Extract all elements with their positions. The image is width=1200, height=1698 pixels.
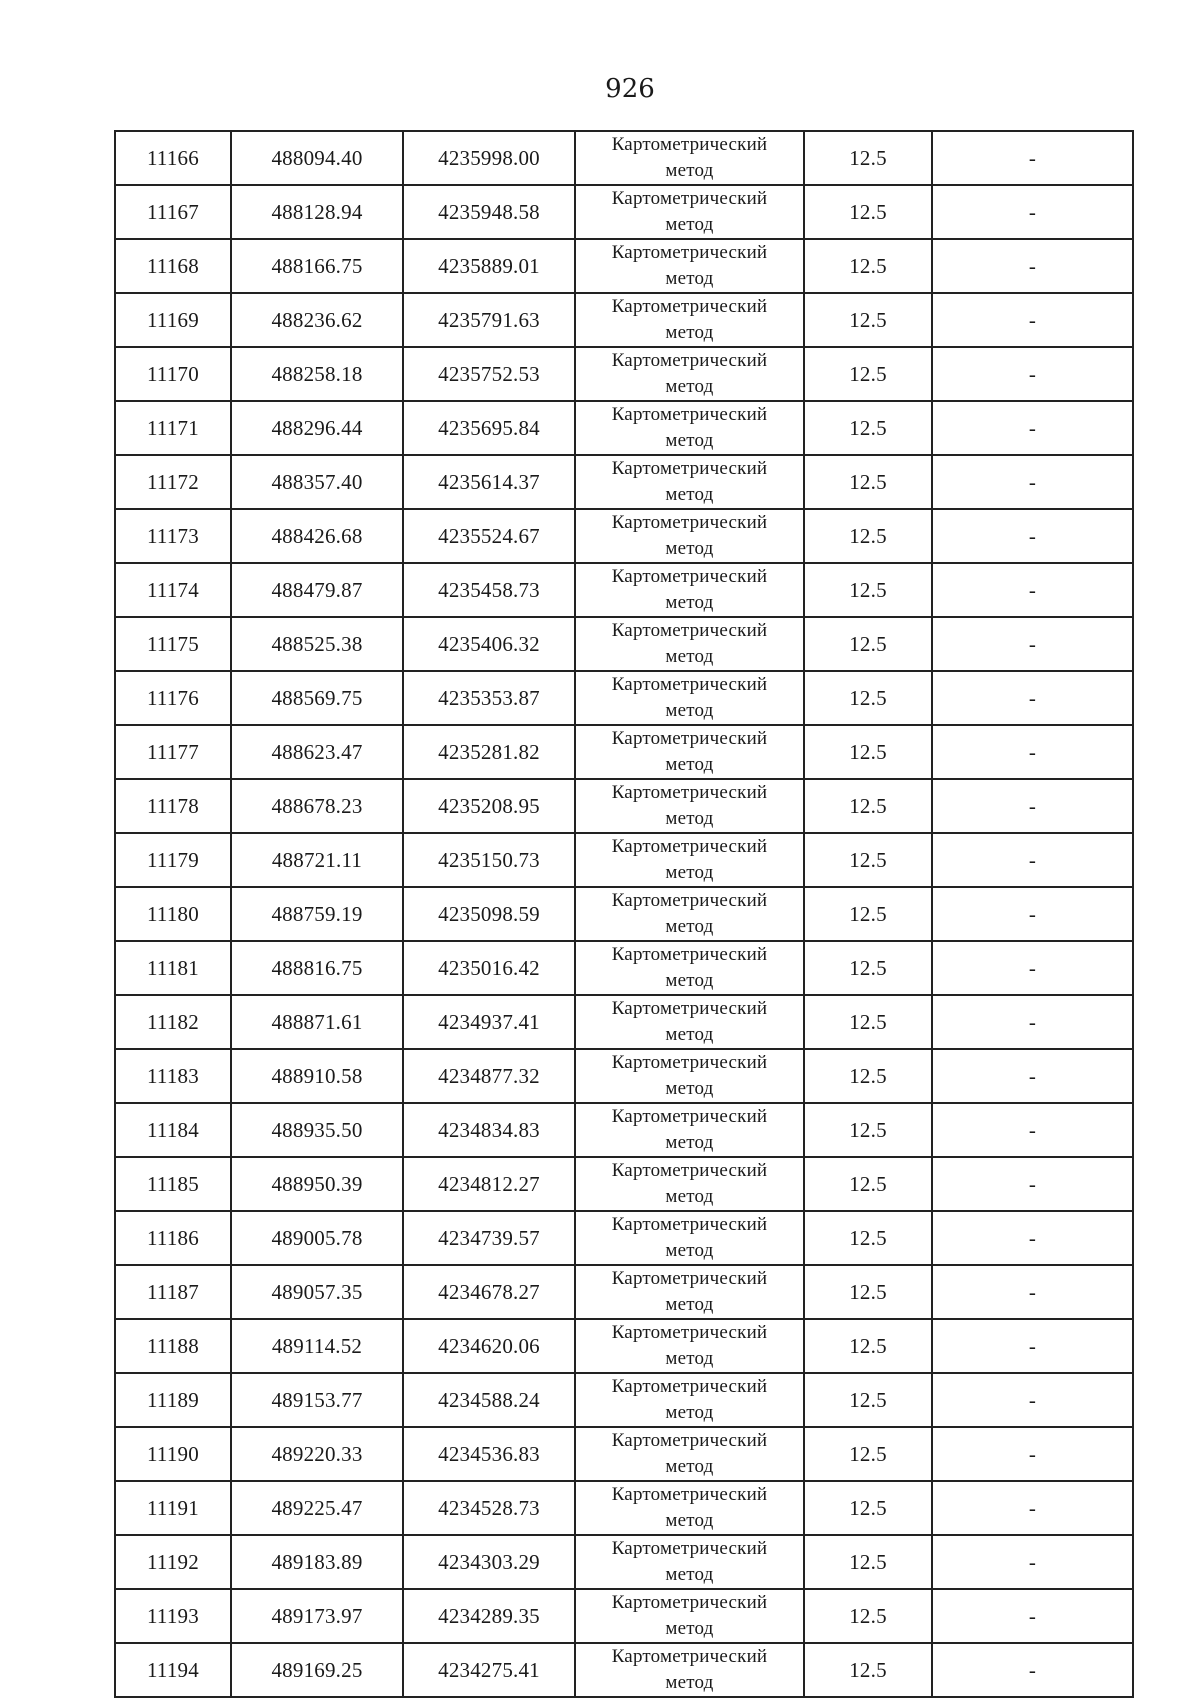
note-cell: - [932, 239, 1133, 293]
accuracy-cell: 12.5 [804, 347, 932, 401]
point-number-cell: 11170 [115, 347, 231, 401]
accuracy-cell: 12.5 [804, 1427, 932, 1481]
method-line-1: Картометрический [611, 1646, 768, 1667]
accuracy-cell: 12.5 [804, 1589, 932, 1643]
note-cell: - [932, 617, 1133, 671]
y-coordinate-cell: 4235353.87 [403, 671, 575, 725]
method-line-1: Картометрический [611, 1484, 768, 1505]
method-line-1: Картометрический [611, 1106, 768, 1127]
x-coordinate-cell: 488357.40 [231, 455, 403, 509]
x-coordinate-cell: 488816.75 [231, 941, 403, 995]
y-coordinate-cell: 4234678.27 [403, 1265, 575, 1319]
y-coordinate-cell: 4235016.42 [403, 941, 575, 995]
y-coordinate-cell: 4234588.24 [403, 1373, 575, 1427]
method-line-1: Картометрический [611, 620, 768, 641]
method-line-2: метод [665, 1348, 714, 1369]
point-number-cell: 11172 [115, 455, 231, 509]
method-line-2: метод [665, 1186, 714, 1207]
note-cell: - [932, 1103, 1133, 1157]
note-cell: - [932, 1589, 1133, 1643]
method-line-2: метод [665, 322, 714, 343]
y-coordinate-cell: 4234536.83 [403, 1427, 575, 1481]
method-cell [575, 779, 804, 833]
method-line-2: метод [665, 1672, 714, 1693]
method-line-1: Картометрический [611, 1538, 768, 1559]
x-coordinate-cell: 489005.78 [231, 1211, 403, 1265]
note-cell: - [932, 1643, 1133, 1697]
method-line-2: метод [665, 484, 714, 505]
method-cell [575, 671, 804, 725]
method-cell [575, 725, 804, 779]
method-line-2: метод [665, 160, 714, 181]
method-line-1: Картометрический [611, 242, 768, 263]
table-row [115, 1535, 1133, 1589]
note-cell: - [932, 1265, 1133, 1319]
x-coordinate-cell: 488296.44 [231, 401, 403, 455]
method-cell [575, 347, 804, 401]
method-line-2: метод [665, 1240, 714, 1261]
accuracy-cell: 12.5 [804, 131, 932, 185]
accuracy-cell: 12.5 [804, 617, 932, 671]
note-cell: - [932, 401, 1133, 455]
accuracy-cell: 12.5 [804, 1049, 932, 1103]
x-coordinate-cell: 488910.58 [231, 1049, 403, 1103]
x-coordinate-cell: 488759.19 [231, 887, 403, 941]
point-number-cell: 11174 [115, 563, 231, 617]
accuracy-cell: 12.5 [804, 1373, 932, 1427]
method-cell [575, 401, 804, 455]
accuracy-cell: 12.5 [804, 779, 932, 833]
accuracy-cell: 12.5 [804, 1265, 932, 1319]
method-line-2: метод [665, 1564, 714, 1585]
point-number-cell: 11167 [115, 185, 231, 239]
table-row [115, 887, 1133, 941]
x-coordinate-cell: 488258.18 [231, 347, 403, 401]
y-coordinate-cell: 4234275.41 [403, 1643, 575, 1697]
note-cell: - [932, 887, 1133, 941]
note-cell: - [932, 1319, 1133, 1373]
method-line-2: метод [665, 430, 714, 451]
point-number-cell: 11175 [115, 617, 231, 671]
note-cell: - [932, 995, 1133, 1049]
y-coordinate-cell: 4235614.37 [403, 455, 575, 509]
note-cell: - [932, 1373, 1133, 1427]
y-coordinate-cell: 4234739.57 [403, 1211, 575, 1265]
point-number-cell: 11189 [115, 1373, 231, 1427]
point-number-cell: 11176 [115, 671, 231, 725]
x-coordinate-cell: 489173.97 [231, 1589, 403, 1643]
table-row [115, 1319, 1133, 1373]
point-number-cell: 11185 [115, 1157, 231, 1211]
accuracy-cell: 12.5 [804, 995, 932, 1049]
table-row [115, 617, 1133, 671]
note-cell: - [932, 1535, 1133, 1589]
y-coordinate-cell: 4234620.06 [403, 1319, 575, 1373]
y-coordinate-cell: 4235948.58 [403, 185, 575, 239]
accuracy-cell: 12.5 [804, 671, 932, 725]
accuracy-cell: 12.5 [804, 455, 932, 509]
method-cell [575, 239, 804, 293]
point-number-cell: 11184 [115, 1103, 231, 1157]
y-coordinate-cell: 4235458.73 [403, 563, 575, 617]
x-coordinate-cell: 488950.39 [231, 1157, 403, 1211]
accuracy-cell: 12.5 [804, 293, 932, 347]
method-line-1: Картометрический [611, 1160, 768, 1181]
note-cell: - [932, 185, 1133, 239]
table-row [115, 347, 1133, 401]
method-line-2: метод [665, 970, 714, 991]
y-coordinate-cell: 4234303.29 [403, 1535, 575, 1589]
method-line-1: Картометрический [611, 782, 768, 803]
note-cell: - [932, 347, 1133, 401]
x-coordinate-cell: 489225.47 [231, 1481, 403, 1535]
method-cell [575, 1103, 804, 1157]
method-cell [575, 887, 804, 941]
method-line-2: метод [665, 1024, 714, 1045]
method-cell [575, 1265, 804, 1319]
method-line-2: метод [665, 862, 714, 883]
point-number-cell: 11190 [115, 1427, 231, 1481]
method-cell [575, 509, 804, 563]
method-line-2: метод [665, 754, 714, 775]
x-coordinate-cell: 489114.52 [231, 1319, 403, 1373]
note-cell: - [932, 1157, 1133, 1211]
note-cell: - [932, 293, 1133, 347]
note-cell: - [932, 725, 1133, 779]
method-line-1: Картометрический [611, 134, 768, 155]
table-row [115, 1373, 1133, 1427]
table-row [115, 239, 1133, 293]
method-cell [575, 1211, 804, 1265]
point-number-cell: 11171 [115, 401, 231, 455]
accuracy-cell: 12.5 [804, 725, 932, 779]
table-row [115, 779, 1133, 833]
accuracy-cell: 12.5 [804, 1481, 932, 1535]
point-number-cell: 11181 [115, 941, 231, 995]
x-coordinate-cell: 488525.38 [231, 617, 403, 671]
accuracy-cell: 12.5 [804, 941, 932, 995]
method-line-2: метод [665, 376, 714, 397]
method-line-1: Картометрический [611, 1430, 768, 1451]
y-coordinate-cell: 4235889.01 [403, 239, 575, 293]
x-coordinate-cell: 488623.47 [231, 725, 403, 779]
y-coordinate-cell: 4234812.27 [403, 1157, 575, 1211]
table-row [115, 1481, 1133, 1535]
x-coordinate-cell: 488569.75 [231, 671, 403, 725]
method-cell [575, 293, 804, 347]
method-line-1: Картометрический [611, 512, 768, 533]
y-coordinate-cell: 4235695.84 [403, 401, 575, 455]
x-coordinate-cell: 488426.68 [231, 509, 403, 563]
table-row [115, 1643, 1133, 1697]
accuracy-cell: 12.5 [804, 1157, 932, 1211]
y-coordinate-cell: 4235150.73 [403, 833, 575, 887]
x-coordinate-cell: 489183.89 [231, 1535, 403, 1589]
table-row [115, 185, 1133, 239]
accuracy-cell: 12.5 [804, 887, 932, 941]
point-number-cell: 11179 [115, 833, 231, 887]
note-cell: - [932, 779, 1133, 833]
point-number-cell: 11193 [115, 1589, 231, 1643]
point-number-cell: 11194 [115, 1643, 231, 1697]
note-cell: - [932, 941, 1133, 995]
y-coordinate-cell: 4235281.82 [403, 725, 575, 779]
method-cell [575, 941, 804, 995]
y-coordinate-cell: 4234877.32 [403, 1049, 575, 1103]
table-row [115, 1265, 1133, 1319]
table-row [115, 995, 1133, 1049]
method-cell [575, 1049, 804, 1103]
table-row [115, 941, 1133, 995]
note-cell: - [932, 1049, 1133, 1103]
x-coordinate-cell: 488479.87 [231, 563, 403, 617]
y-coordinate-cell: 4235524.67 [403, 509, 575, 563]
note-cell: - [932, 563, 1133, 617]
x-coordinate-cell: 489057.35 [231, 1265, 403, 1319]
x-coordinate-cell: 488236.62 [231, 293, 403, 347]
table-row [115, 671, 1133, 725]
method-cell [575, 1481, 804, 1535]
point-number-cell: 11182 [115, 995, 231, 1049]
accuracy-cell: 12.5 [804, 239, 932, 293]
coordinates-table-body [115, 131, 1133, 1697]
method-line-1: Картометрический [611, 944, 768, 965]
y-coordinate-cell: 4234528.73 [403, 1481, 575, 1535]
x-coordinate-cell: 489153.77 [231, 1373, 403, 1427]
table-row [115, 1103, 1133, 1157]
table-row [115, 293, 1133, 347]
table-row [115, 833, 1133, 887]
method-cell [575, 1427, 804, 1481]
method-line-1: Картометрический [611, 404, 768, 425]
method-cell [575, 1373, 804, 1427]
method-cell [575, 833, 804, 887]
point-number-cell: 11187 [115, 1265, 231, 1319]
x-coordinate-cell: 488094.40 [231, 131, 403, 185]
y-coordinate-cell: 4235098.59 [403, 887, 575, 941]
method-line-1: Картометрический [611, 998, 768, 1019]
method-line-2: метод [665, 1402, 714, 1423]
method-line-2: метод [665, 646, 714, 667]
x-coordinate-cell: 488721.11 [231, 833, 403, 887]
y-coordinate-cell: 4234834.83 [403, 1103, 575, 1157]
y-coordinate-cell: 4235208.95 [403, 779, 575, 833]
method-line-1: Картометрический [611, 1376, 768, 1397]
point-number-cell: 11192 [115, 1535, 231, 1589]
method-line-2: метод [665, 1132, 714, 1153]
method-line-2: метод [665, 1078, 714, 1099]
point-number-cell: 11191 [115, 1481, 231, 1535]
method-line-1: Картометрический [611, 458, 768, 479]
note-cell: - [932, 131, 1133, 185]
accuracy-cell: 12.5 [804, 1211, 932, 1265]
method-line-1: Картометрический [611, 566, 768, 587]
table-row [115, 563, 1133, 617]
note-cell: - [932, 1211, 1133, 1265]
x-coordinate-cell: 489220.33 [231, 1427, 403, 1481]
method-line-2: метод [665, 1510, 714, 1531]
table-row [115, 401, 1133, 455]
method-cell [575, 1643, 804, 1697]
accuracy-cell: 12.5 [804, 1319, 932, 1373]
note-cell: - [932, 833, 1133, 887]
point-number-cell: 11186 [115, 1211, 231, 1265]
method-line-1: Картометрический [611, 1592, 768, 1613]
method-line-1: Картометрический [611, 350, 768, 371]
point-number-cell: 11166 [115, 131, 231, 185]
method-cell [575, 1157, 804, 1211]
point-number-cell: 11173 [115, 509, 231, 563]
method-line-1: Картометрический [611, 674, 768, 695]
accuracy-cell: 12.5 [804, 185, 932, 239]
page-number: 926 [605, 74, 655, 104]
method-line-1: Картометрический [611, 1214, 768, 1235]
note-cell: - [932, 671, 1133, 725]
point-number-cell: 11188 [115, 1319, 231, 1373]
method-cell [575, 1535, 804, 1589]
accuracy-cell: 12.5 [804, 1535, 932, 1589]
method-line-1: Картометрический [611, 728, 768, 749]
method-line-1: Картометрический [611, 188, 768, 209]
method-cell [575, 131, 804, 185]
point-number-cell: 11178 [115, 779, 231, 833]
method-line-2: метод [665, 700, 714, 721]
table-row [115, 455, 1133, 509]
table-row [115, 1157, 1133, 1211]
method-line-1: Картометрический [611, 1268, 768, 1289]
y-coordinate-cell: 4235406.32 [403, 617, 575, 671]
point-number-cell: 11180 [115, 887, 231, 941]
method-cell [575, 563, 804, 617]
table-row [115, 725, 1133, 779]
point-number-cell: 11169 [115, 293, 231, 347]
accuracy-cell: 12.5 [804, 401, 932, 455]
method-cell [575, 1319, 804, 1373]
method-cell [575, 995, 804, 1049]
method-line-2: метод [665, 1456, 714, 1477]
method-line-2: метод [665, 214, 714, 235]
method-line-2: метод [665, 1618, 714, 1639]
point-number-cell: 11168 [115, 239, 231, 293]
method-line-2: метод [665, 538, 714, 559]
method-line-1: Картометрический [611, 296, 768, 317]
y-coordinate-cell: 4234289.35 [403, 1589, 575, 1643]
accuracy-cell: 12.5 [804, 1643, 932, 1697]
method-line-2: метод [665, 592, 714, 613]
method-line-2: метод [665, 808, 714, 829]
method-line-2: метод [665, 268, 714, 289]
y-coordinate-cell: 4235791.63 [403, 293, 575, 347]
method-line-1: Картометрический [611, 836, 768, 857]
method-line-1: Картометрический [611, 890, 768, 911]
y-coordinate-cell: 4235752.53 [403, 347, 575, 401]
accuracy-cell: 12.5 [804, 1103, 932, 1157]
method-line-2: метод [665, 1294, 714, 1315]
method-cell [575, 617, 804, 671]
table-row [115, 1211, 1133, 1265]
accuracy-cell: 12.5 [804, 833, 932, 887]
accuracy-cell: 12.5 [804, 509, 932, 563]
table-row [115, 1049, 1133, 1103]
coordinates-table [114, 130, 1134, 1698]
x-coordinate-cell: 488935.50 [231, 1103, 403, 1157]
x-coordinate-cell: 488678.23 [231, 779, 403, 833]
method-line-2: метод [665, 916, 714, 937]
point-number-cell: 11177 [115, 725, 231, 779]
method-line-1: Картометрический [611, 1322, 768, 1343]
point-number-cell: 11183 [115, 1049, 231, 1103]
method-cell [575, 1589, 804, 1643]
y-coordinate-cell: 4235998.00 [403, 131, 575, 185]
table-row [115, 1427, 1133, 1481]
method-cell [575, 185, 804, 239]
x-coordinate-cell: 488166.75 [231, 239, 403, 293]
table-row [115, 131, 1133, 185]
table-row [115, 509, 1133, 563]
x-coordinate-cell: 489169.25 [231, 1643, 403, 1697]
table-row [115, 1589, 1133, 1643]
note-cell: - [932, 1427, 1133, 1481]
method-cell [575, 455, 804, 509]
x-coordinate-cell: 488128.94 [231, 185, 403, 239]
y-coordinate-cell: 4234937.41 [403, 995, 575, 1049]
note-cell: - [932, 1481, 1133, 1535]
x-coordinate-cell: 488871.61 [231, 995, 403, 1049]
accuracy-cell: 12.5 [804, 563, 932, 617]
note-cell: - [932, 455, 1133, 509]
method-line-1: Картометрический [611, 1052, 768, 1073]
note-cell: - [932, 509, 1133, 563]
